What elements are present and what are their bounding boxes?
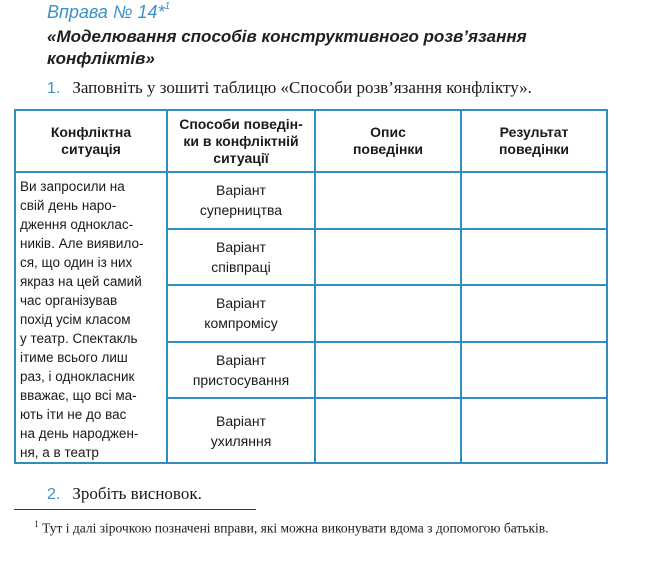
situation-line: ітиме всього лиш: [20, 350, 128, 365]
task-2-number: 2.: [47, 486, 61, 503]
footnote-divider: [14, 509, 256, 510]
option-cooperation: [167, 229, 315, 286]
result-cell: [461, 229, 607, 286]
header-line: Результат: [499, 124, 569, 140]
option-line: компромісу: [204, 315, 278, 332]
exercise-title: [47, 2, 170, 23]
situation-line: у театр. Спектакль: [20, 331, 138, 346]
header-behavior-result: [461, 110, 607, 172]
option-line: суперництва: [199, 202, 283, 219]
option-line: Варіант: [216, 295, 266, 312]
situation-line: ників. Але виявило-: [20, 236, 144, 251]
option-line: Варіант: [216, 182, 266, 199]
situation-cell: [15, 172, 167, 463]
header-line: ситуації: [213, 149, 269, 166]
task-1-text: Заповніть у зошиті таблицю «Способи розв’язання конфлікту».: [72, 78, 532, 97]
option-line: ухиляння: [210, 432, 272, 449]
footnote-marker: 1: [34, 519, 39, 529]
situation-line: якраз на цей самий: [20, 274, 142, 289]
result-cell: [461, 342, 607, 399]
exercise-title-footnote-marker: 1: [164, 1, 171, 12]
option-accommodation: [167, 342, 315, 399]
exercise-subtitle: «Моделювання способів конструктивного розв’язання конфліктів»: [47, 27, 527, 68]
header-behavior-description: [315, 110, 461, 172]
result-cell: [461, 172, 607, 229]
table-header-row: [15, 110, 607, 172]
option-line: співпраці: [211, 258, 271, 275]
situation-line: свій день наро-: [20, 198, 117, 213]
situation-line: ся, що один із них: [20, 255, 133, 270]
task-1: [47, 78, 532, 98]
situation-line: вважає, що всі ма-: [20, 388, 137, 403]
situation-line: на день народжен-: [20, 426, 139, 441]
header-conflict-situation: [15, 110, 167, 172]
header-line: Опис: [370, 124, 406, 140]
situation-line: похід усім класом: [20, 312, 131, 327]
situation-line: ня, а в театр: [20, 445, 99, 460]
option-line: Варіант: [216, 412, 266, 429]
table-row: [15, 172, 607, 229]
situation-line: ють іти не до вас: [20, 407, 127, 422]
situation-line: дження однoклас-: [20, 217, 134, 232]
option-line: пристосування: [192, 372, 290, 389]
situation-line: Ви запросили на: [20, 179, 125, 194]
header-line: поведінки: [352, 141, 424, 157]
description-cell: [315, 285, 461, 342]
option-compromise: [167, 285, 315, 342]
header-behavior-methods: [167, 110, 315, 172]
option-rivalry: [167, 172, 315, 229]
option-avoidance: [167, 398, 315, 463]
conflict-resolution-table: [14, 109, 608, 464]
description-cell: [315, 229, 461, 286]
result-cell: [461, 285, 607, 342]
footnote: [14, 514, 608, 539]
task-2: [47, 484, 202, 504]
header-line: Способи поведін-: [179, 115, 303, 132]
situation-line: раз, і однокласник: [20, 369, 135, 384]
header-line: ки в конфліктній: [183, 132, 299, 149]
option-line: Варіант: [216, 352, 266, 369]
footnote-text: Тут і далі зірочкою позначені вправи, які можна виконувати вдома з допомогою батьків.: [42, 520, 549, 536]
exercise-title-text: Вправа № 14*: [47, 2, 165, 22]
header-line: ситуація: [61, 141, 121, 157]
option-line: Варіант: [216, 238, 266, 255]
task-2-text: Зробіть висновок.: [72, 484, 202, 503]
situation-line: час організував: [20, 293, 118, 308]
description-cell: [315, 342, 461, 399]
task-1-number: 1.: [47, 80, 61, 97]
header-line: поведінки: [498, 141, 570, 157]
header-line: Конфліктна: [50, 124, 132, 140]
result-cell: [461, 398, 607, 463]
description-cell: [315, 398, 461, 463]
description-cell: [315, 172, 461, 229]
